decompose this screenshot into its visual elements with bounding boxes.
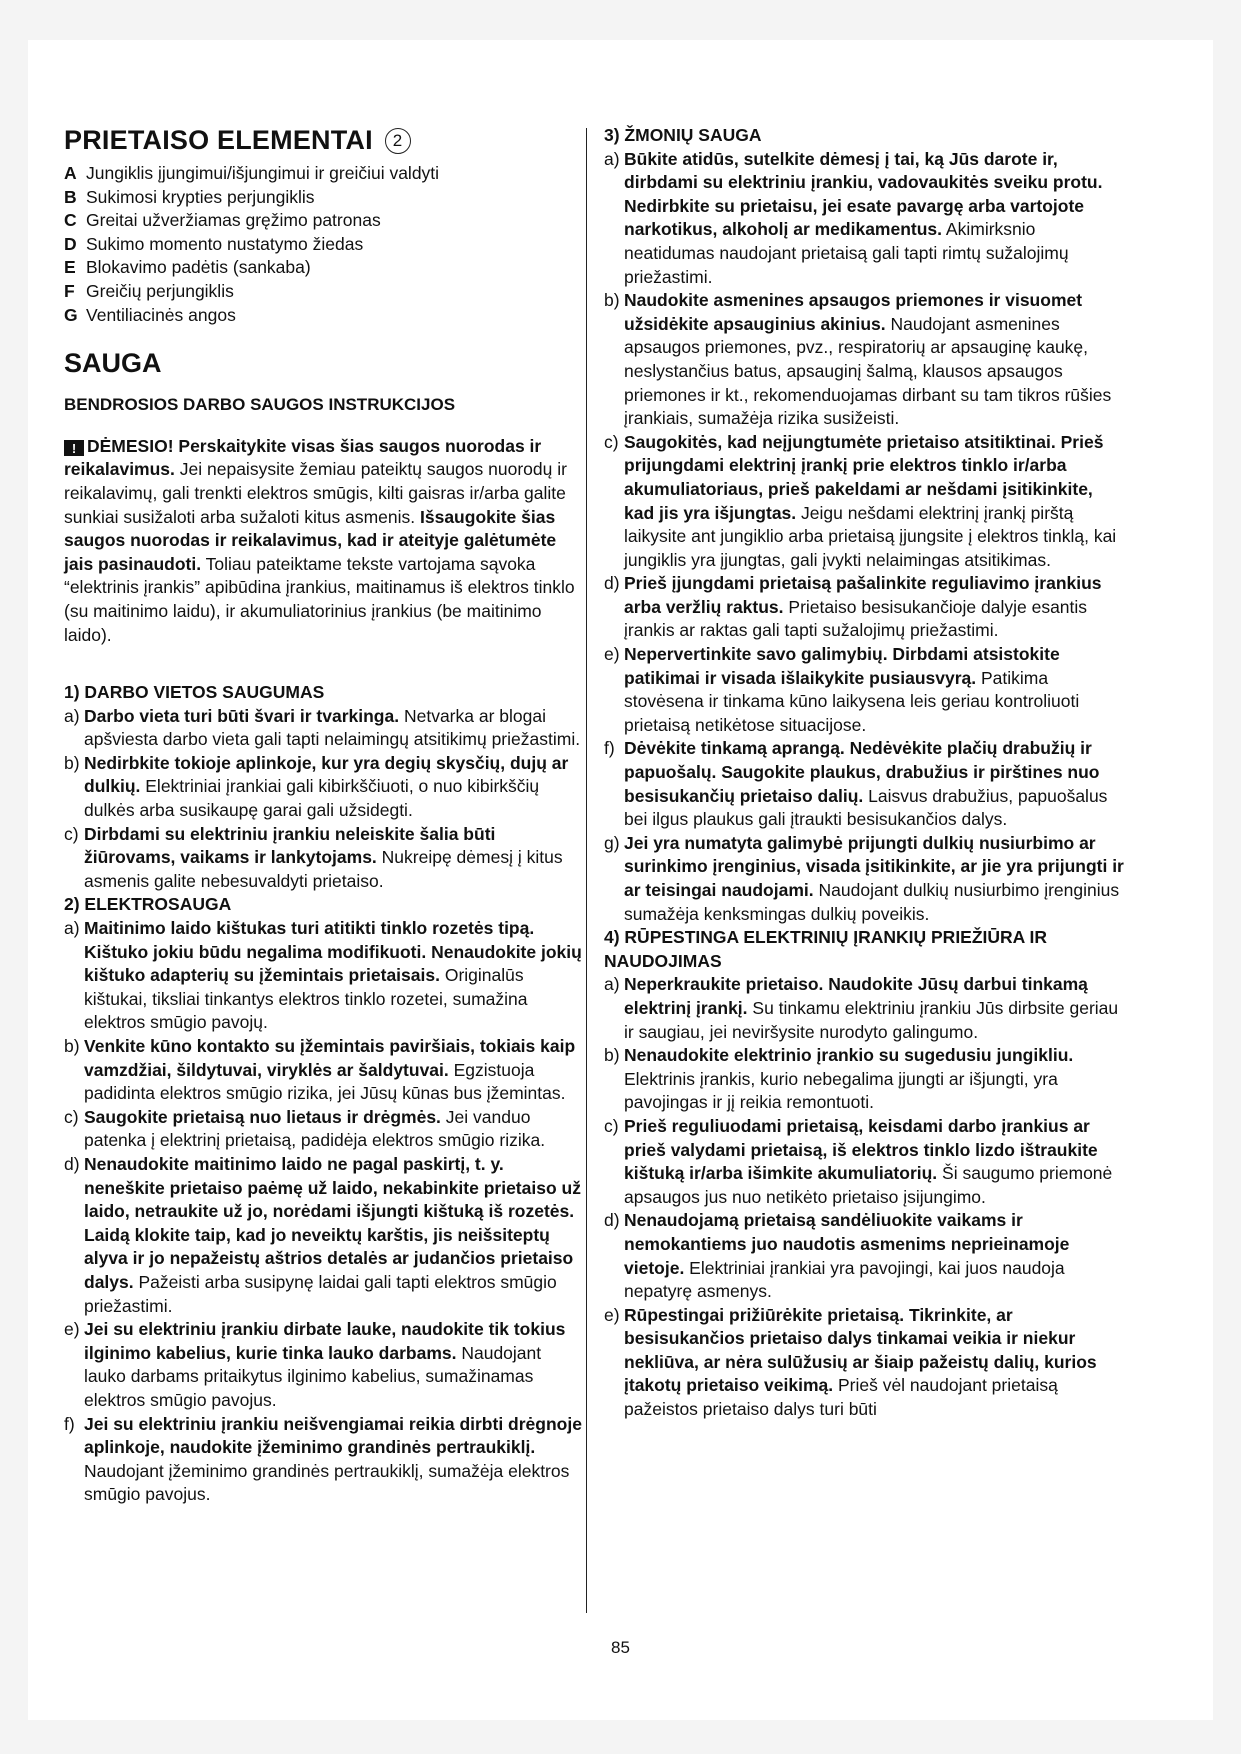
list-item: a) Būkite atidūs, sutelkite dėmesį į tai, ką Jūs darote ir, dirbdami su elektriniu įrankiu, vadovaukitės sveiku protu. Nedirbkite su prietaisu, jei esate pavargę arba vartojote narkotikus, alkoholį ar medikamentus. Akimirksnio neatidumas naudojant prietaisą gali tapti rimtų sužalojimų priežastimi. xyxy=(604,148,1103,287)
list-item: c) Dirbdami su elektriniu įrankiu neleiskite šalia būti žiūrovams, vaikams ir lankytojams. Nukreipę dėmesį į kitus asmenis galite nebesuvaldyti prietaiso. xyxy=(64,823,563,891)
list-item: b) Venkite kūno kontakto su įžemintais paviršiais, tokiais kaip vamzdžiai, šildytuvai, viryklės ar šaldytuvai. Egzistuoja padidinta elektros smūgio rizika, jei Jūsų kūnas bus įžemintas. xyxy=(64,1036,576,1104)
list-item: c) Saugokite prietaisą nuo lietaus ir drėgmės. Jei vanduo patenka į elektrinį prietaisą, padidėja elektros smūgio rizika. xyxy=(64,1106,546,1151)
element-row: F Greičių perjungiklis xyxy=(64,280,234,301)
elements-list xyxy=(64,162,584,327)
list-item: a) Neperkraukite prietaiso. Naudokite Jūsų darbui tinkamą elektrinį įrankį. Su tinkamu elektriniu įrankiu Jūs dirbsite geriau ir saugiau, jei neviršysite nurodyto galingumo. xyxy=(604,974,1119,1042)
section-title: 3) ŽMONIŲ SAUGA xyxy=(604,125,762,145)
elements-heading: PRIETAISO ELEMENTAI 2 xyxy=(64,124,584,156)
section-title: 4) RŪPESTINGA ELEKTRINIŲ ĮRANKIŲ PRIEŽIŪRA IR NAUDOJIMAS xyxy=(604,927,1048,971)
general-safety-heading: BENDROSIOS DARBO SAUGOS INSTRUKCIJOS xyxy=(64,395,456,415)
list-item: b) Nedirbkite tokioje aplinkoje, kur yra degių skysčių, dujų ar dulkių. Elektriniai įrankiai gali kibirkščiuoti, o nuo kibirkščių dulkės arba susikaupę garai gali užsidegti. xyxy=(64,752,569,821)
warning-paragraph: ! DĖMESIO! Perskaitykite visas šias saugos nuorodas ir reikalavimus. Jei nepaisysite žemiau pateiktų saugos nuorodų ir reikalavimų, gali trenkti elektros smūgis, kilti gaisras ir/arba galite sunkiai susižaloti arba sužaloti kitus asmenis. Išsaugokite šias saugos nuorodas ir reikalavimus, kad ir ateityje galėtumėte jais pasinaudoti. Toliau pateiktame tekste vartojama sąvoka “elektrinis įrankis” apibūdina įrankius, maitinamus iš elektros tinklo (su maitinimo laidu), ir akumuliatorinius įrankius (be maitinimo laido). xyxy=(64,435,575,645)
element-row: D Sukimo momento nustatymo žiedas xyxy=(64,233,364,254)
element-row: A Jungiklis įjungimui/išjungimui ir greičiui valdyti xyxy=(64,163,440,183)
list-item: e) Jei su elektriniu įrankiu dirbate lauke, naudokite tik tokius ilginimo kabelius, kurie tinka lauko darbams. Naudojant lauko darbams pritaikytus ilginimo kabelius, sumažinamas elektros smūgio pavojus. xyxy=(64,1319,566,1410)
list-item: e) Nepervertinkite savo galimybių. Dirbdami atsistokite patikimai ir visada išlaikykite pusiausvyrą. Patikima stovėsena ir tinkama kūno laikysena leis geriau kontroliuoti prietaisą netikėtose situacijose. xyxy=(604,644,1080,735)
section-title: 2) ELEKTROSAUGA xyxy=(64,894,232,915)
page-number: 85 xyxy=(611,1638,630,1657)
element-row: E Blokavimo padėtis (sankaba) xyxy=(64,257,311,278)
list-item: d) Nenaudokite maitinimo laido ne pagal paskirtį, t. y. neneškite prietaiso paėmę už laido, nekabinkite prietaiso už laido, netraukite už jo, norėdami išjungti kištuką iš rozetės. Laidą klokite taip, kad jo neveiktų karštis, jis neišsiteptų alyva ir jo nepažeistų aštrios detalės ar judančios prietaiso dalys. Pažeisti arba susipynę laidai gali tapti elektros smūgio priežastimi. xyxy=(64,1153,581,1316)
list-item: c) Prieš reguliuodami prietaisą, keisdami darbo įrankius ar prieš valydami prietaisą, iš elektros tinklo lizdo ištraukite kištuką ir/arba išimkite akumuliatorių. Ši saugumo priemonė apsaugos jus nuo netikėto prietaiso įsijungimo. xyxy=(604,1115,1113,1207)
element-row: B Sukimosi krypties perjungiklis xyxy=(64,186,315,207)
list-item: d) Prieš įjungdami prietaisą pašalinkite reguliavimo įrankius arba veržlių raktus. Prietaiso besisukančioje dalyje esantis įrankis ar raktas gali tapti sužalojimų priežastimi. xyxy=(604,573,1102,641)
element-row: C Greitai užveržiamas gręžimo patronas xyxy=(64,210,381,231)
list-item: f) Dėvėkite tinkamą aprangą. Nedėvėkite plačių drabužių ir papuošalų. Saugokite plaukus, drabužius ir pirštines nuo besisukančių prietaiso dalių. Laisvus drabužius, papuošalus bei ilgus plaukus gali įtraukti besisukančios dalys. xyxy=(604,738,1108,830)
column-divider xyxy=(586,128,587,1613)
list-item: g) Jei yra numatyta galimybė prijungti dulkių nusiurbimo ar surinkimo įrenginius, visada įsitikinkite, ar jie yra prijungti ir ar teisingai naudojami. Naudojant dulkių nusiurbimo įrenginius sumažėja kenksmingas dulkių poveikis. xyxy=(604,832,1124,924)
safety-heading: SAUGA xyxy=(64,348,162,379)
list-item: c) Saugokitės, kad neįjungtumėte prietaiso atsitiktinai. Prieš prijungdami elektrinį įrankį prie elektros tinklo ir/arba akumuliatoriaus, prieš pakeldami ar nešdami įsitikinkite, kad jis yra išjungtas. Jeigu nešdami elektrinį įrankį pirštą laikysite ant jungiklio arba prietaisą įjungsite į elektros tinklą, kai jungiklis yra įjungtas, gali įvykti nelaimingas atsitikimas. xyxy=(604,431,1117,570)
list-item: b) Naudokite asmenines apsaugos priemones ir visuomet užsidėkite apsauginius akinius. Naudojant asmenines apsaugos priemones, pvz., respiratorių ar apsauginę kaukę, neslystančius batus, apsauginį šalmą, klausos apsaugos priemones ir kt., rekomenduojamas dirbant su tam tikros rūšies įrankiais, sumažėja rizika susižeisti. xyxy=(604,290,1112,429)
warning-icon: ! xyxy=(64,440,84,456)
list-item: e) Rūpestingai prižiūrėkite prietaisą. Tikrinkite, ar besisukančios prietaiso dalys tinkamai veikia ir niekur nekliūva, ar nėra sulūžusių ar šiaip pažeistų dalių, kurios įtakotų prietaiso veikimą. Prieš vėl naudojant prietaisą pažeistos prietaiso dalys turi būti xyxy=(604,1304,1097,1420)
right-column xyxy=(604,124,1124,1422)
list-item: f) Jei su elektriniu įrankiu neišvengiamai reikia dirbti drėgnoje aplinkoje, naudokite įžeminimo grandinės pertraukiklį. Naudojant įžeminimo grandinės pertraukiklį, sumažėja elektros smūgio pavojus. xyxy=(64,1413,582,1505)
list-item: b) Nenaudokite elektrinio įrankio su sugedusiu jungikliu. Elektrinis įrankis, kurio nebegalima įjungti ar išjungti, yra pavojingas ir jį reikia remontuoti. xyxy=(604,1045,1074,1113)
list-item: a) Maitinimo laido kištukas turi atitikti tinklo rozetės tipą. Kištuko jokiu būdu negalima modifikuoti. Nenaudokite jokių kištuko adapterių su įžemintais prietaisais. Originalūs kištukai, tiksliai tinkantys elektros tinklo rozetei, sumažina elektros smūgio pavojų. xyxy=(64,918,582,1033)
figure-number: 2 xyxy=(385,128,411,154)
list-item: a) Darbo vieta turi būti švari ir tvarkinga. Netvarka ar blogai apšviesta darbo vieta gali tapti nelaimingų atsitikimų priežastimi. xyxy=(64,705,581,750)
left-column xyxy=(64,124,584,1507)
element-row: G Ventiliacinės angos xyxy=(64,304,236,325)
list-item: d) Nenaudojamą prietaisą sandėliuokite vaikams ir nemokantiems juo naudotis asmenims neprieinamoje vietoje. Elektriniai įrankiai yra pavojingi, kai juos naudoja nepatyrę asmenys. xyxy=(604,1210,1070,1302)
section-title: 1) DARBO VIETOS SAUGUMAS xyxy=(64,682,325,703)
